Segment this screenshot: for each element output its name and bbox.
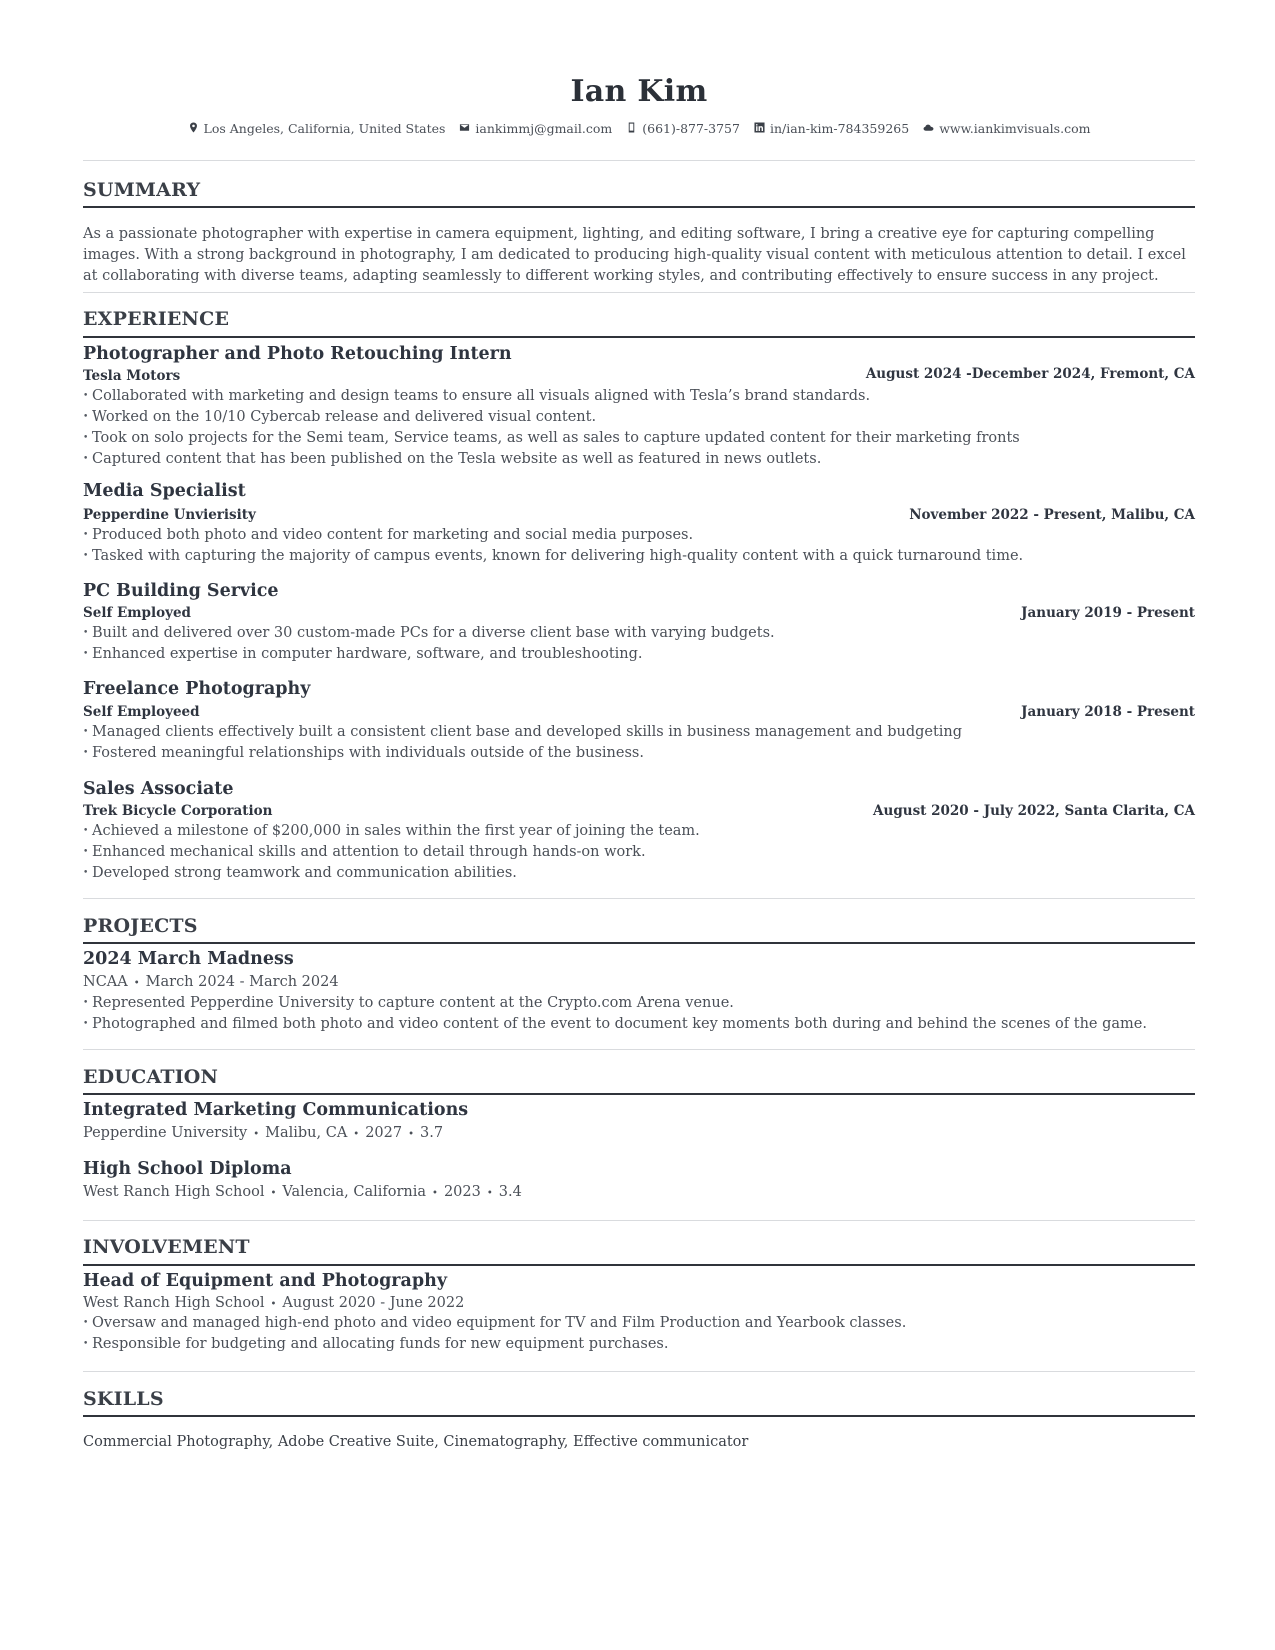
skills-rule xyxy=(83,1415,1195,1417)
job-date: November 2022 - Present, Malibu, CA xyxy=(909,507,1195,523)
education-meta: Pepperdine University • Malibu, CA • 2027 • 3.7 xyxy=(83,1125,444,1141)
section-divider xyxy=(83,1371,1195,1372)
job-org: Tesla Motors xyxy=(83,368,181,384)
job-title: Media Specialist xyxy=(83,481,246,501)
graduation-year: 2027 xyxy=(365,1125,403,1141)
contact-location xyxy=(188,121,446,136)
experience-entry xyxy=(83,677,1195,764)
education-meta: West Ranch High School • Valencia, California • 2023 • 3.4 xyxy=(83,1184,522,1200)
envelope-icon xyxy=(459,121,470,136)
job-bullets xyxy=(83,525,1195,567)
phone-text[interactable]: (661)-877-3757 xyxy=(642,121,740,136)
summary-heading: SUMMARY xyxy=(83,179,201,201)
project-bullets xyxy=(83,993,1195,1035)
gpa: 3.7 xyxy=(420,1125,444,1141)
job-date: January 2019 - Present xyxy=(1021,605,1195,621)
education-heading: EDUCATION xyxy=(83,1066,219,1088)
projects-rule xyxy=(83,942,1195,944)
contact-phone[interactable] xyxy=(626,121,740,136)
involvement-heading: INVOLVEMENT xyxy=(83,1236,250,1258)
involvement-bullets xyxy=(83,1313,1195,1355)
job-meta-row xyxy=(83,801,1195,821)
job-meta-row xyxy=(83,505,1195,525)
email-text[interactable]: iankimmj@gmail.com xyxy=(475,121,613,136)
list-item: • Represented Pepperdine University to capture content at the Crypto.com Arena venue. xyxy=(83,993,1195,1014)
list-item: • Produced both photo and video content for marketing and social media purposes. xyxy=(83,525,1195,546)
list-item: • Photographed and filmed both photo and video content of the event to document key moments both during and behind the scenes of the game. xyxy=(83,1014,1195,1035)
job-date: August 2024 -December 2024, Fremont, CA xyxy=(865,366,1195,382)
contact-bar xyxy=(83,121,1195,136)
project-date: March 2024 - March 2024 xyxy=(145,974,339,990)
skills-heading: SKILLS xyxy=(83,1388,164,1410)
job-date: January 2018 - Present xyxy=(1021,704,1195,720)
job-title: PC Building Service xyxy=(83,581,279,601)
job-meta-row xyxy=(83,702,1195,722)
job-org: Pepperdine Unvierisity xyxy=(83,507,256,523)
job-meta-row xyxy=(83,603,1195,623)
phone-icon xyxy=(626,121,637,136)
job-bullets xyxy=(83,623,1195,665)
candidate-name: Ian Kim xyxy=(570,74,708,109)
cloud-icon xyxy=(923,121,934,136)
contact-linkedin[interactable] xyxy=(754,121,909,136)
list-item: • Enhanced mechanical skills and attention to detail through hands-on work. xyxy=(83,842,1195,863)
project-org: NCAA xyxy=(83,974,128,990)
job-title: Freelance Photography xyxy=(83,679,311,699)
summary-rule xyxy=(83,206,1195,208)
experience-entry xyxy=(83,579,1195,665)
list-item: • Enhanced expertise in computer hardware, software, and troubleshooting. xyxy=(83,644,1195,665)
projects-heading: PROJECTS xyxy=(83,915,198,937)
gpa: 3.4 xyxy=(498,1184,522,1200)
experience-rule xyxy=(83,336,1195,338)
linkedin-text[interactable]: in/ian-kim-784359265 xyxy=(769,121,910,136)
location-pin-icon xyxy=(188,121,199,136)
linkedin-icon xyxy=(754,121,765,136)
experience-entry xyxy=(83,342,1195,470)
list-item: • Oversaw and managed high-end photo and video equipment for TV and Film Production and Yearbook classes. xyxy=(83,1313,1195,1334)
section-divider xyxy=(83,1049,1195,1050)
header-divider xyxy=(83,160,1195,161)
involvement-org: West Ranch High School xyxy=(83,1295,265,1311)
job-org: Self Employeed xyxy=(83,704,200,720)
involvement-entry xyxy=(83,1269,1195,1355)
list-item: • Worked on the 10/10 Cybercab release and delivered visual content. xyxy=(83,407,1195,428)
involvement-rule xyxy=(83,1264,1195,1266)
contact-website[interactable] xyxy=(923,121,1090,136)
section-divider xyxy=(83,1220,1195,1221)
list-item: • Fostered meaningful relationships with individuals outside of the business. xyxy=(83,743,1195,764)
job-date: August 2020 - July 2022, Santa Clarita, CA xyxy=(873,803,1195,819)
degree-title: Integrated Marketing Communications xyxy=(83,1100,469,1120)
job-bullets xyxy=(83,821,1195,884)
experience-heading: EXPERIENCE xyxy=(83,308,230,330)
section-divider xyxy=(83,292,1195,293)
list-item: • Managed clients effectively built a consistent client base and developed skills in business management and budgeting xyxy=(83,722,1195,743)
website-text[interactable]: www.iankimvisuals.com xyxy=(939,121,1091,136)
job-bullets xyxy=(83,722,1195,764)
involvement-date: August 2020 - June 2022 xyxy=(282,1295,465,1311)
involvement-meta: West Ranch High School • August 2020 - June 2022 xyxy=(83,1295,465,1311)
role-title: Head of Equipment and Photography xyxy=(83,1271,447,1291)
job-bullets xyxy=(83,386,1195,470)
section-divider xyxy=(83,898,1195,899)
school-name: Pepperdine University xyxy=(83,1125,248,1141)
project-entry xyxy=(83,947,1195,1035)
job-title: Sales Associate xyxy=(83,779,234,799)
location-text: Los Angeles, California, United States xyxy=(203,121,446,136)
job-meta-row xyxy=(83,366,1195,386)
project-meta: NCAA • March 2024 - March 2024 xyxy=(83,974,339,990)
school-location: Valencia, California xyxy=(282,1184,427,1200)
job-org: Trek Bicycle Corporation xyxy=(83,803,273,819)
list-item: • Achieved a milestone of $200,000 in sales within the first year of joining the team. xyxy=(83,821,1195,842)
list-item: • Collaborated with marketing and design teams to ensure all visuals aligned with Tesla’s brand standards. xyxy=(83,386,1195,407)
summary-text: As a passionate photographer with expertise in camera equipment, lighting, and editing software, I bring a creative eye for capturing compelling images. With a strong background in photography, I am dedicated to producing high-quality visual content with meticulous attention to detail. I excel at collaborating with diverse teams, adapting seamlessly to different working styles, and contributing effectively to ensure success in any project. xyxy=(83,226,1186,284)
list-item: • Developed strong teamwork and communication abilities. xyxy=(83,863,1195,884)
list-item: • Responsible for budgeting and allocating funds for new equipment purchases. xyxy=(83,1334,1195,1355)
education-rule xyxy=(83,1093,1195,1095)
school-name: West Ranch High School xyxy=(83,1184,265,1200)
list-item: • Took on solo projects for the Semi team, Service teams, as well as sales to capture updated content for their marketing fronts xyxy=(83,428,1195,449)
project-title: 2024 March Madness xyxy=(83,949,294,969)
graduation-year: 2023 xyxy=(443,1184,481,1200)
list-item: • Built and delivered over 30 custom-made PCs for a diverse client base with varying budgets. xyxy=(83,623,1195,644)
degree-title: High School Diploma xyxy=(83,1159,292,1179)
experience-entry xyxy=(83,777,1195,884)
skills-list: Commercial Photography, Adobe Creative Suite, Cinematography, Effective communicator xyxy=(83,1434,749,1450)
list-item: • Captured content that has been published on the Tesla website as well as featured in news outlets. xyxy=(83,449,1195,470)
contact-email[interactable] xyxy=(459,121,612,136)
education-entry xyxy=(83,1157,1195,1203)
job-title: Photographer and Photo Retouching Intern xyxy=(83,344,512,364)
experience-entry xyxy=(83,479,1195,567)
list-item: • Tasked with capturing the majority of campus events, known for delivering high-quality content with a quick turnaround time. xyxy=(83,546,1195,567)
education-entry xyxy=(83,1098,1195,1144)
school-location: Malibu, CA xyxy=(265,1125,348,1141)
job-org: Self Employed xyxy=(83,605,191,621)
